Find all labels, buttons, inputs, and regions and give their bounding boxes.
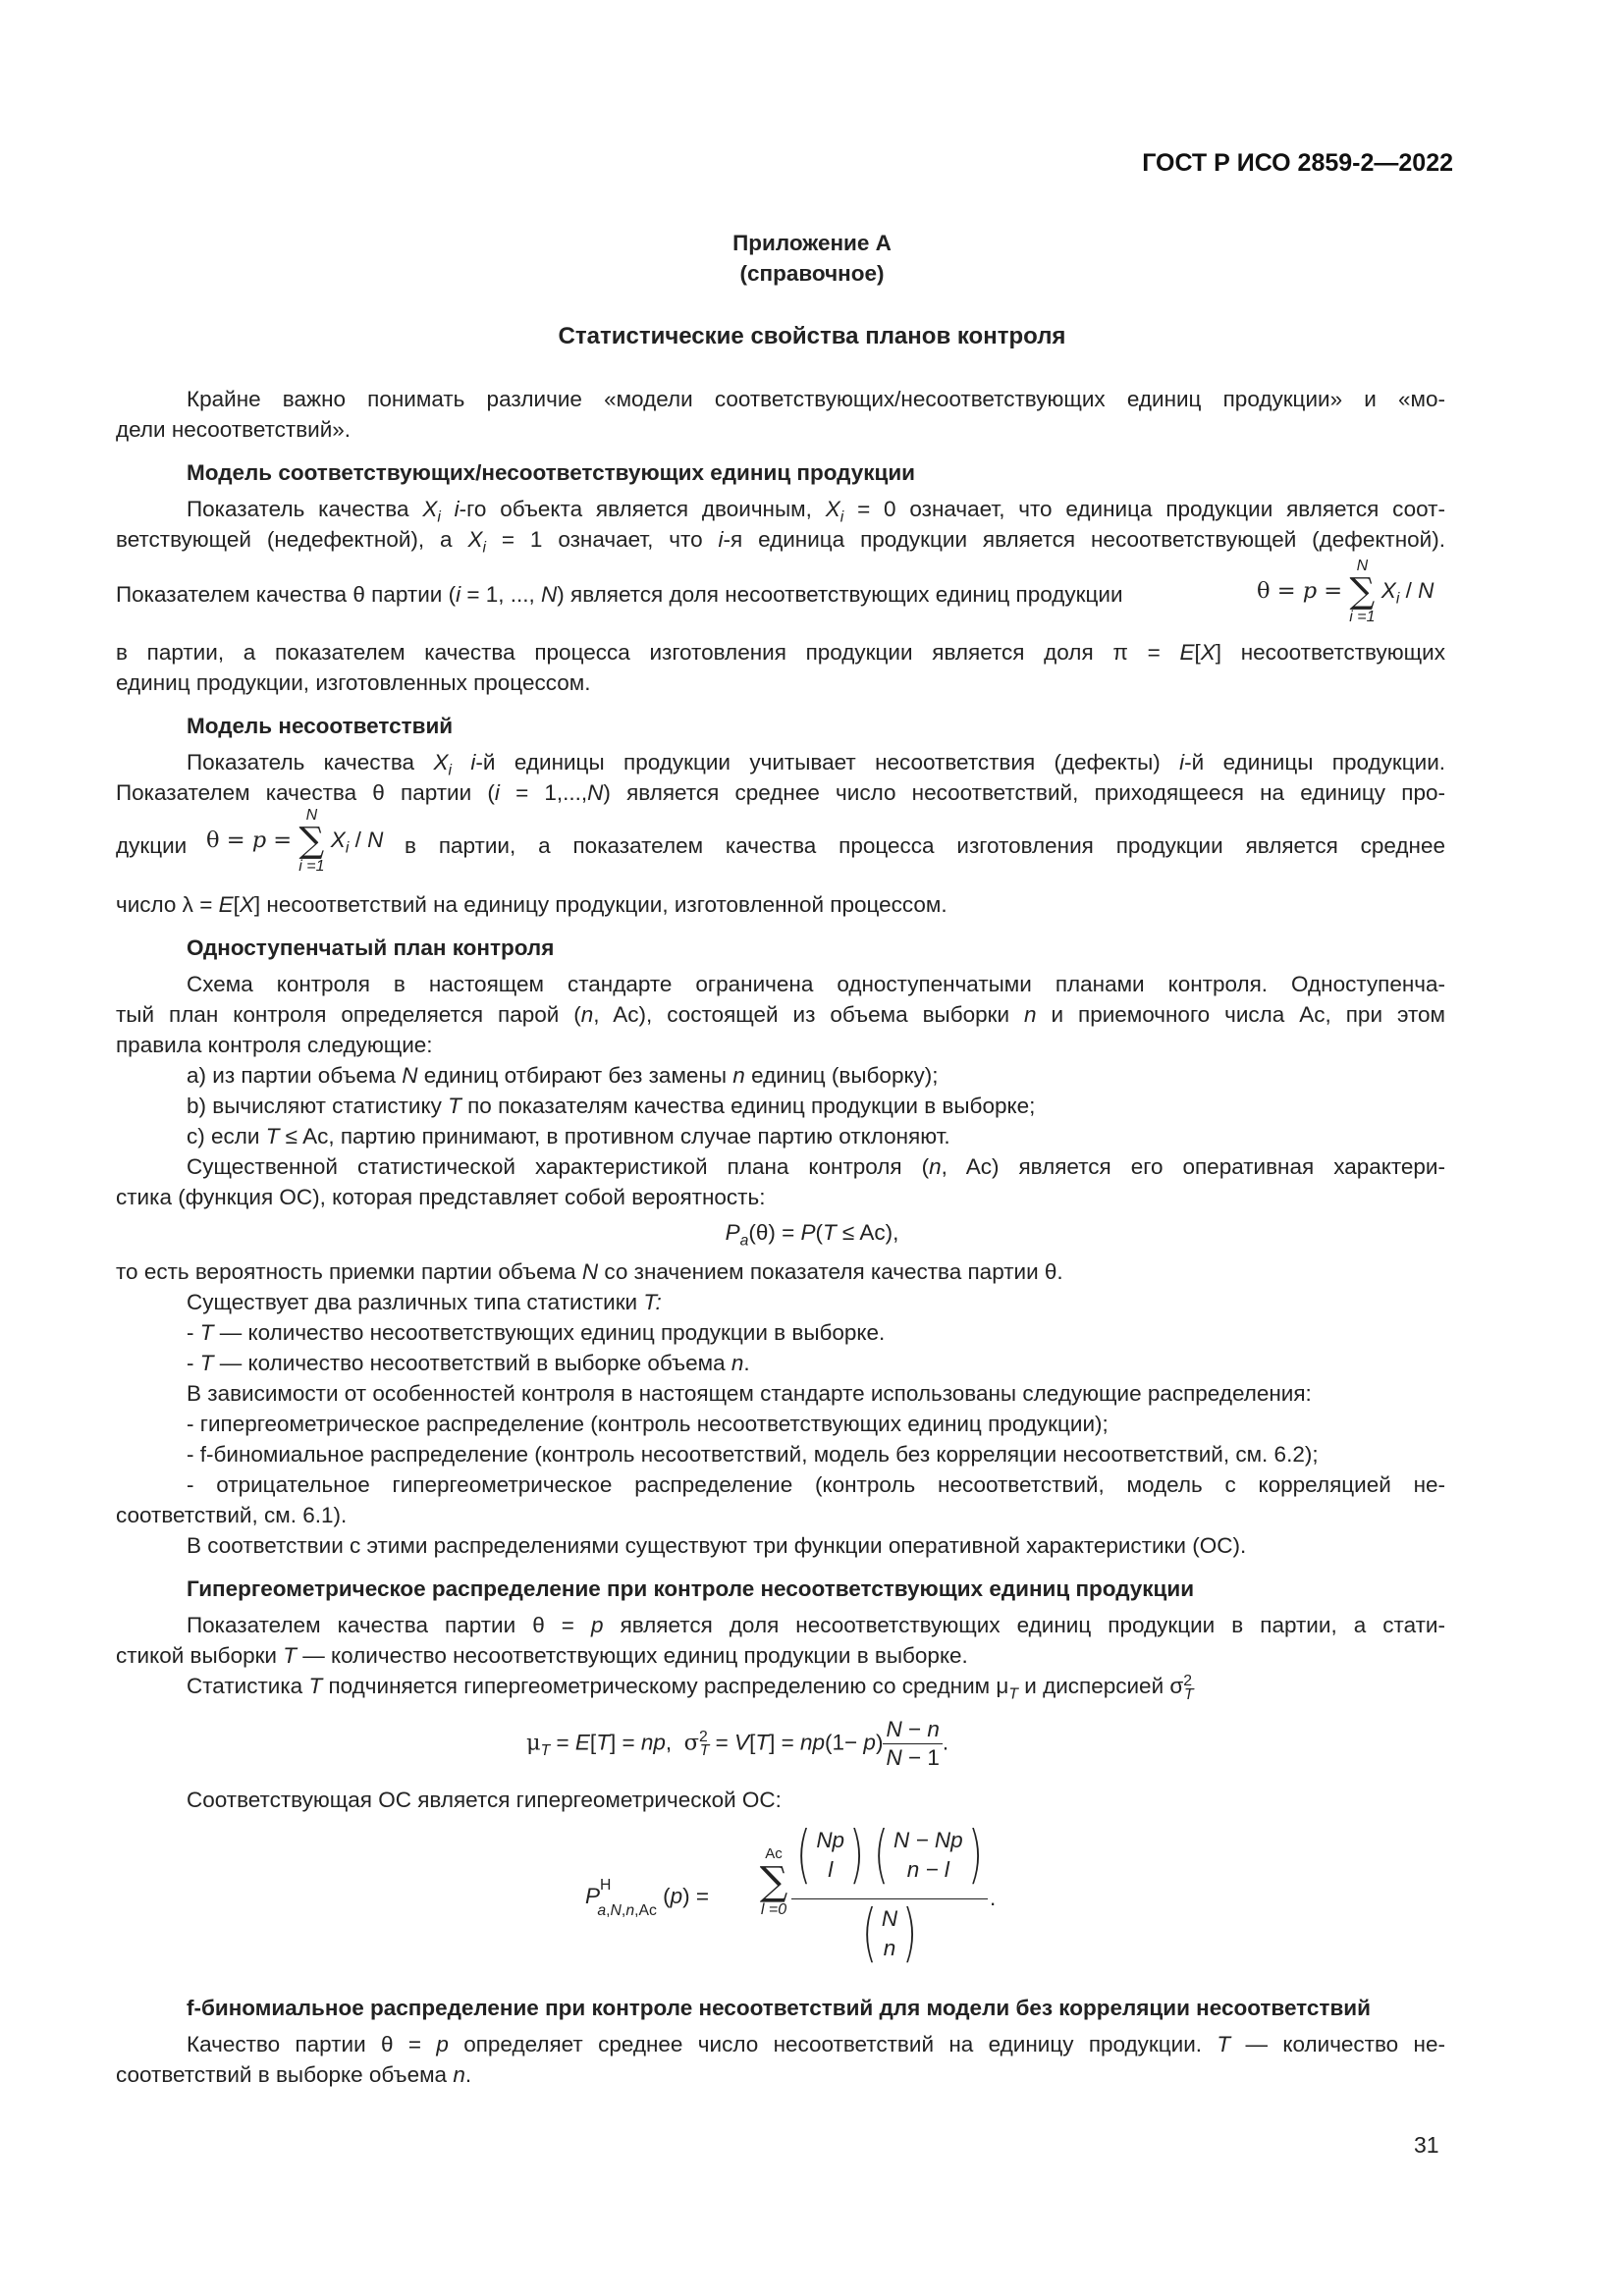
model1-heading: Модель соответствующих/несоответствующих единиц продукции (187, 460, 916, 485)
fbinom-line-2: соответствий в выборке объема n. (116, 2062, 472, 2087)
fbinom-heading: f-биномиальное распределение при контроле несоответствий для модели без корреляции несоответствий (187, 1996, 1371, 2020)
rule-a: a) из партии объема N единиц отбирают без замены n единиц (выборку); (187, 1063, 939, 1088)
dist-3-cont: соответствий, см. 6.1). (116, 1503, 348, 1527)
intro-line-1: Крайне важно понимать различие «модели соответствующих/несоответствующих единиц продукции» и «мо- (187, 387, 1445, 411)
model2-line-1: Показатель качества $X_i$ i-й единицы продукции учитывает несоответствия (дефекты) i-й единицы продукции. (187, 750, 1446, 779)
stat-type-1: - T — количество несоответствующих единиц продукции в выборке. (187, 1320, 886, 1345)
oc-line-1: Существенной статистической характеристикой плана контроля (n, Ac) является его оперативная характери- (187, 1154, 1445, 1179)
standard-header: ГОСТ Р ИСО 2859-2—2022 (1142, 149, 1453, 177)
dist-3: - отрицательное гипергеометрическое распределение (контроль несоответствий, модель с корреляцией не- (187, 1472, 1445, 1497)
single-line-3: правила контроля следующие: (116, 1033, 433, 1057)
hyper-heading: Гипергеометрическое распределение при контроле несоответствующих единиц продукции (187, 1576, 1195, 1601)
quality-formula-2: θ = p = N ∑ i =1 $X_i$ / N (206, 807, 384, 875)
model1-line-3: Показателем качества θ партии (i = 1, ..., N) является доля несоответствующих единиц продукции θ = p = N ∑ i =1 $X_i$ / N (116, 558, 1435, 625)
dist-intro: В зависимости от особенностей контроля в настоящем стандарте использованы следующие распределения: (187, 1381, 1312, 1406)
hyper-line-4: Соответствующая ОС является гипергеометрической ОС: (187, 1788, 782, 1812)
model2-line-3: дукции θ = p = N ∑ i =1 $X_i$ / N в партии, а показателем качества процесса изготовления продукции является среднее (116, 807, 1445, 875)
model1-line-2: ветствующей (недефектной), а $X_i = 1$ означает, что i-я единица продукции является несоответствующей (дефектной). (116, 527, 1445, 557)
single-line-1: Схема контроля в настоящем стандарте ограничена одноступенчатыми планами контроля. Одноступенча- (187, 972, 1445, 996)
oc-line-2: стика (функция ОС), которая представляет собой вероятность: (116, 1185, 766, 1209)
hyper-line-2: стикой выборки T — количество несоответствующих единиц продукции в выборке. (116, 1643, 968, 1668)
rule-c: c) если T ≤ Ac, партию принимают, в противном случае партию отклоняют. (187, 1124, 950, 1148)
hypergeometric-oc-formula: $P^H_{a,N,n,Ac}$ (p) = Ac ∑ l =0 ( Np l ) ( N − Np n − l ) ( N n ) . (585, 1819, 997, 1970)
single-plan-heading: Одноступенчатый план контроля (187, 935, 555, 960)
hyper-line-3: Статистика T подчиняется гипергеометрическому распределению со средним $\mu_T$ и дисперсией $\sigma^2_T$ (187, 1672, 1194, 1703)
mean-variance-formula: $\mu_T = E[T]$ = np, $\sigma^2_T = V[T] = np(1- p)$ $\frac{N - n}{N - 1}$ . (526, 1717, 949, 1770)
appendix-title: Приложение А (732, 231, 892, 255)
oc-formula: $P_a(\theta) = P(T \le Ac)$, (725, 1220, 899, 1250)
model1-line-4: в партии, а показателем качества процесса изготовления продукции является доля π = E[X] несоответствующих (116, 640, 1445, 665)
oc-explain: то есть вероятность приемки партии объема N со значением показателя качества партии θ. (116, 1259, 1063, 1284)
dist-2: - f-биномиальное распределение (контроль несоответствий, модель без корреляции несоответствий, см. 6.2); (187, 1442, 1319, 1467)
quality-formula-1: θ = p = N ∑ i =1 $X_i$ / N (1257, 558, 1435, 625)
fbinom-line-1: Качество партии θ = p определяет среднее число несоответствий на единицу продукции. T — количество не- (187, 2032, 1445, 2056)
page-number: 31 (1414, 2132, 1439, 2158)
hyper-line-1: Показателем качества партии θ = p является доля несоответствующих единиц продукции в партии, а стати- (187, 1613, 1445, 1637)
single-line-2: тый план контроля определяется парой (n, Ac), состоящей из объема выборки n и приемочного числа Ac, при этом (116, 1002, 1445, 1027)
model1-line-5: единиц продукции, изготовленных процессом. (116, 670, 591, 695)
model2-line-4: число λ = E[X] несоответствий на единицу продукции, изготовленной процессом. (116, 892, 947, 917)
model2-heading: Модель несоответствий (187, 714, 454, 738)
section-title: Статистические свойства планов контроля (558, 323, 1066, 349)
dist-1: - гипергеометрическое распределение (контроль несоответствующих единиц продукции); (187, 1412, 1109, 1436)
stat-type-2: - T — количество несоответствий в выборке объема n. (187, 1351, 750, 1375)
oc-functions: В соответствии с этими распределениями существуют три функции оперативной характеристики (ОС). (187, 1533, 1247, 1558)
appendix-subtitle: (справочное) (739, 261, 885, 286)
intro-line-2: дели несоответствий». (116, 417, 352, 442)
stat-types-intro: Существует два различных типа статистики T: (187, 1290, 662, 1314)
model2-line-2: Показателем качества θ партии (i = 1,...,N) является среднее число несоответствий, приходящееся на единицу про- (116, 780, 1445, 805)
rule-b: b) вычисляют статистику T по показателям качества единиц продукции в выборке; (187, 1094, 1036, 1118)
model1-line-1: Показатель качества $X_i$ i-го объекта является двоичным, $X_i = 0$ означает, что единица продукции является соот- (187, 497, 1445, 526)
